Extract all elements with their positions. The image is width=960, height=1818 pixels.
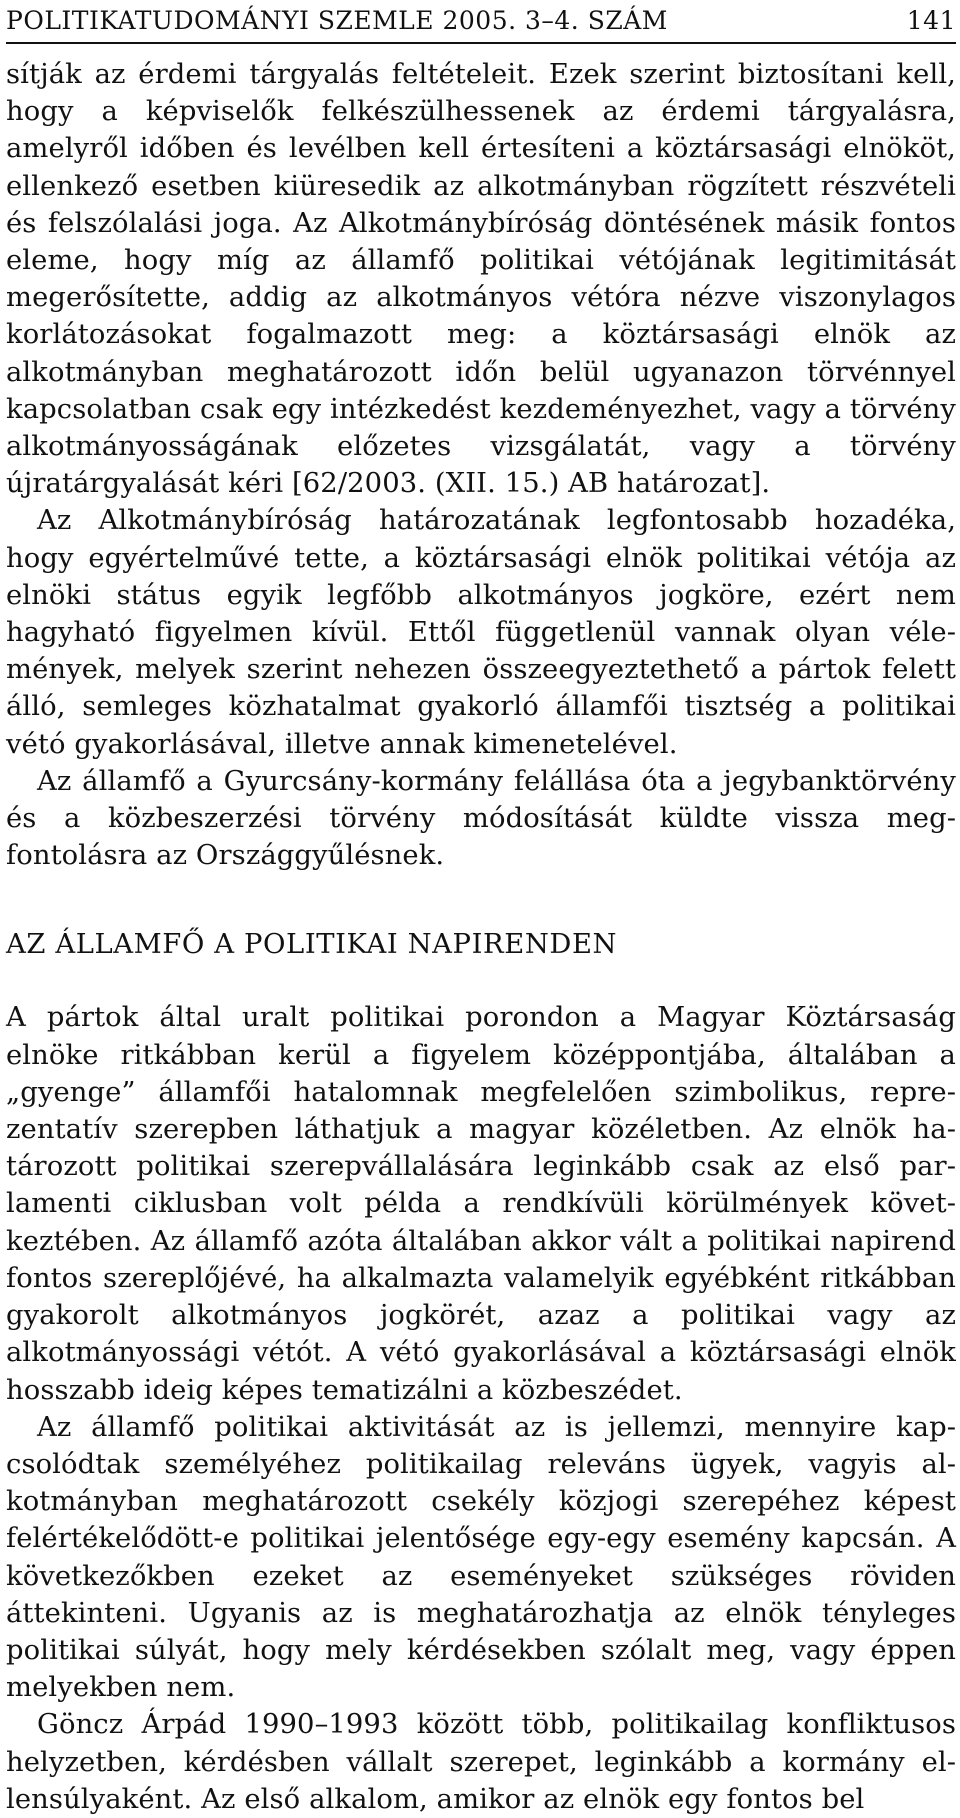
paragraph: Göncz Árpád 1990–1993 között több, politikailag konfliktusos helyzetben, kérdésben vállalt szerepet, leginkább a kormány ellensúlyaként. Az első alkalom, amikor az elnök egy fontos bel xyxy=(6,1709,956,1815)
running-head xyxy=(6,4,956,38)
paragraph: Az államfő a Gyurcsány-kormány felállása óta a jegybanktörvény és a közbeszerzési törvény módosítását küldte vissza megfontolásra az Országgyűlésnek. xyxy=(6,765,956,872)
header-divider xyxy=(6,42,956,44)
body-text xyxy=(6,56,956,1818)
journal-title: POLITIKATUDOMÁNYI SZEMLE 2005. 3–4. SZÁM xyxy=(6,6,668,35)
section-heading: AZ ÁLLAMFŐ A POLITIKAI NAPIRENDEN xyxy=(6,929,618,961)
document-page xyxy=(6,0,956,1815)
paragraph: A pártok által uralt politikai porondon a Magyar Köztársaság elnöke ritkábban kerül a figyelem középpontjába, általában a „gyenge” államfői hatalomnak megfelelően szimbolikus, reprezentatív szerepben láthatjuk a magyar közéletben. Az elnök határozott politikai szerepvállalására leginkább csak az első parlamenti ciklusban volt példa a rendkívüli körülmények következtében. Az államfő azóta általában akkor vált a politikai napirend fontos szereplőjévé, ha alkalmazta valamelyik egyébként ritkábban gyakorolt alkotmányos jogkörét, azaz a politikai vagy az alkotmányossági vétót. A vétó gyakorlásával a köztársasági elnök hosszabb ideig képes tematizálni a közbeszédet. xyxy=(6,1002,956,1406)
paragraph: Az államfő politikai aktivitását az is jellemzi, mennyire kapcsolódtak személyéhez politikailag releváns ügyek, vagyis alkotmányban meghatározott csekély közjogi szerepéhez képest felértékelődött-e politikai jelentősége egy-egy esemény kapcsán. A következőkben ezeket az eseményeket szükséges röviden áttekinteni. Ugyanis az is meghatározhatja az elnök tényleges politikai súlyát, hogy mely kérdésekben szólalt meg, vagy éppen melyekben nem. xyxy=(6,1411,956,1704)
page-number: 141 xyxy=(906,6,956,35)
paragraph: Az Alkotmánybíróság határozatának legfontosabb hozadéka, hogy egyértelművé tette, a köztársasági elnök politikai vétója az elnöki státus egyik legfőbb alkotmányos jogköre, ezért nem hagyható figyelmen kívül. Ettől függetlenül vannak olyan vélemények, melyek szerint nehezen összeegyeztethető a pártok felett álló, semleges közhatalmat gyakorló államfői tisztség a politikai vétó gyakorlásával, illetve annak kimenetelével. xyxy=(6,505,956,760)
paragraph-continued: sítják az érdemi tárgyalás feltételeit. Ezek szerint biztosítani kell, hogy a képviselők felkészülhessenek az érdemi tárgyalásra, amelyről időben és levélben kell értesíteni a köztársasági elnököt, ellenkező esetben kiüresedik az alkotmányban rögzített részvételi és felszólalási joga. Az Alkotmánybíróság döntésének másik fontos eleme, hogy míg az államfő politikai vétójának legitimitását megerősítette, addig az alkotmányos vétóra nézve viszonylagos korlátozásokat fogalmazott meg: a köztársasági elnök az alkotmányban meghatározott időn belül ugyanazon törvénnyel kapcsolatban csak egy intézkedést kezdeményezhet, vagy a törvény alkotmányosságának előzetes vizsgálatát, vagy a törvény újratárgyalását kéri [62/2003. (XII. 15.) AB határozat]. xyxy=(6,59,956,500)
